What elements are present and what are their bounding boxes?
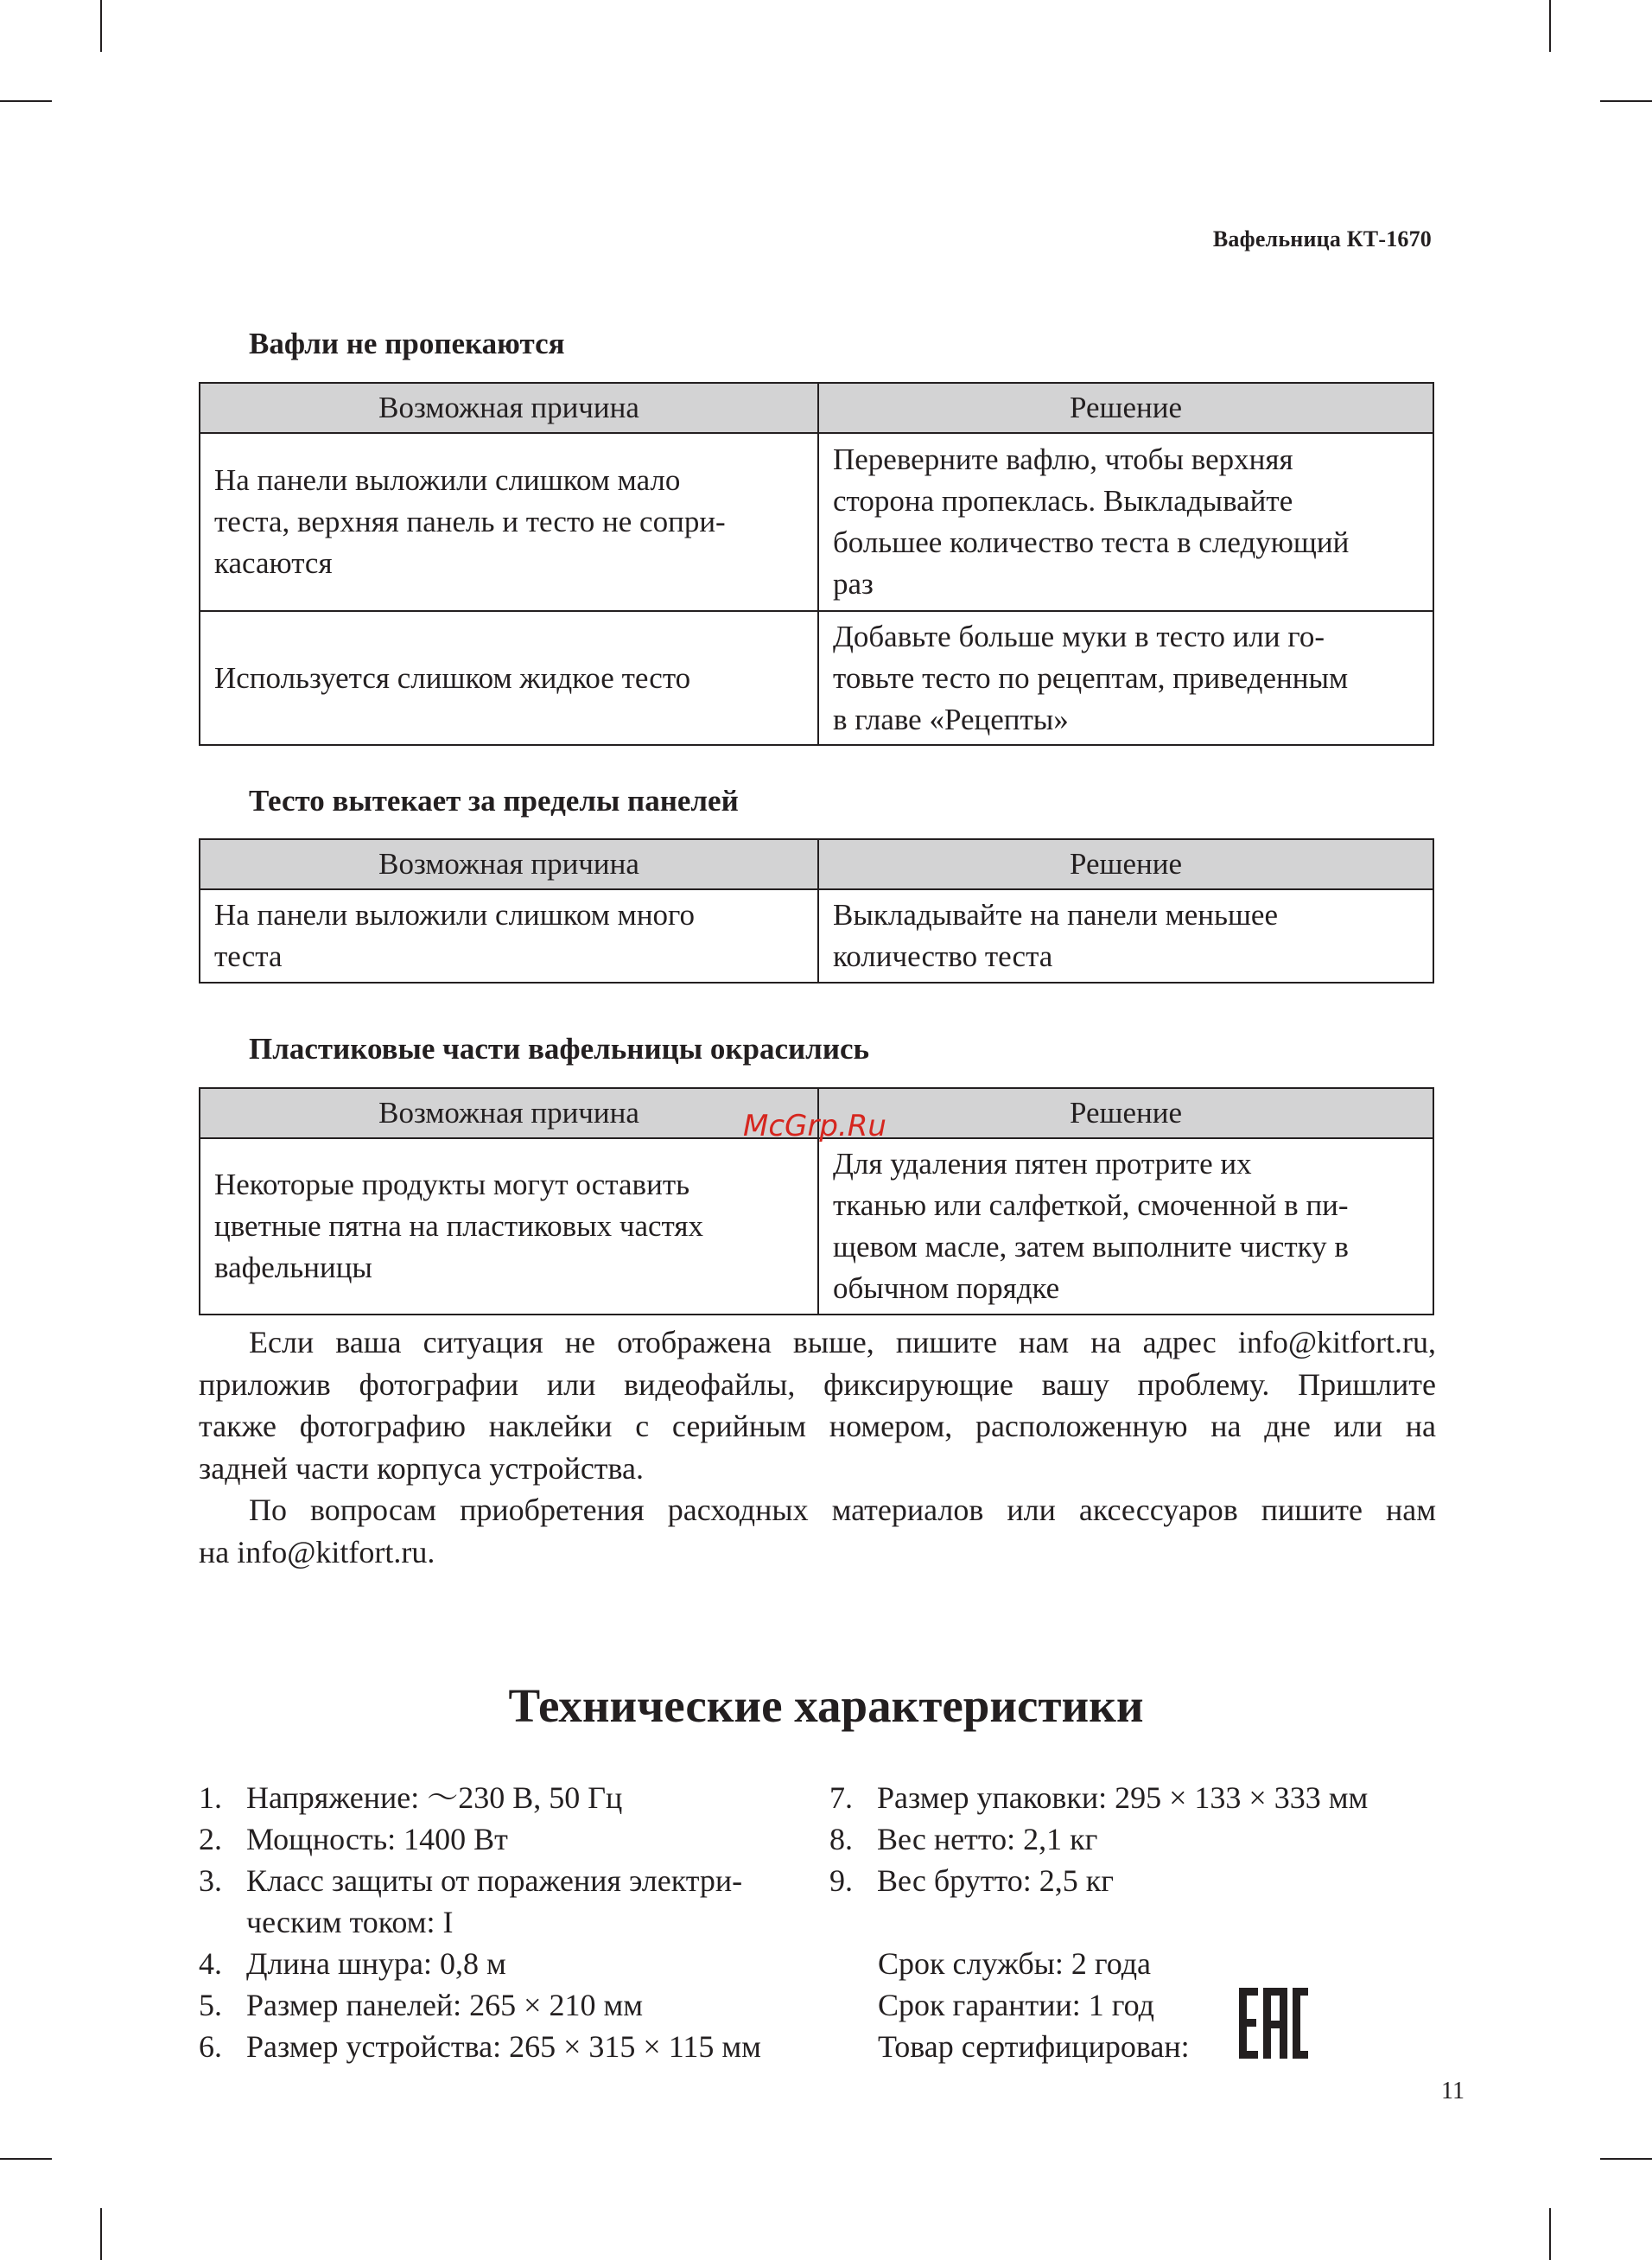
spec-text: Напряжение: ～230 В, 50 Гц [246,1780,623,1815]
cause-cell [200,433,818,611]
cell-line: Некоторые продукты могут оставить [214,1168,690,1201]
service-life: Срок службы: 2 года [878,1946,1152,1981]
eac-certification-icon [1237,1986,1310,2060]
cell-line: сторона пропеклась. Выкладывайте [833,484,1293,518]
cell-line: раз [833,567,874,601]
cell-line: Используется слишком жидкое тесто [214,660,691,695]
paragraph-line: задней части корпуса устройства. [199,1450,645,1486]
cell-line: количество теста [833,939,1053,973]
cell-line: щевом масле, затем выполните чистку в [833,1230,1349,1264]
specs-list-right [829,1777,1452,1901]
cell-line: касаются [214,546,333,580]
warranty-period: Срок гарантии: 1 год [878,1988,1154,2022]
cell-line: товьте тесто по рецептам, приведенным [833,660,1349,695]
spec-item [199,1984,821,2026]
accessories-paragraph [199,1489,1436,1573]
cell-line: в главе «Рецепты» [833,702,1069,736]
spec-text: Класс защиты от поражения электри- [246,1863,743,1898]
column-header-solution: Решение [818,383,1433,433]
crop-mark [1600,2158,1652,2160]
spec-number: 5. [199,1988,222,2022]
section-title: Тесто вытекает за пределы панелей [249,784,739,818]
certification-label: Товар сертифицирован: [878,2029,1190,2064]
table-row [200,433,1433,611]
spec-number: 3. [199,1863,222,1898]
column-header-cause: Возможная причина [200,1088,818,1138]
spec-number: 6. [199,2029,222,2064]
spec-text: Размер устройства: 265 × 315 × 115 мм [246,2029,761,2064]
spec-number: 8. [829,1822,853,1856]
spec-text: Вес нетто: 2,1 кг [877,1822,1098,1856]
troubleshooting-table [199,838,1434,984]
cell-line: тканью или салфеткой, смоченной в пи- [833,1188,1349,1222]
paragraph-line: По вопросам приобретения расходных материалов или аксессуаров пишите нам [249,1493,1436,1527]
crop-mark [1600,100,1652,102]
cell-line: теста, верхняя панель и тесто не сопри- [214,505,726,538]
column-header-solution: Решение [818,839,1433,889]
specs-list-left [199,1777,821,2067]
cell-line: Добавьте больше муки в тесто или го- [833,619,1325,653]
column-header-cause: Возможная причина [200,839,818,889]
column-header-solution: Решение [818,1088,1433,1138]
spec-text: Размер упаковки: 295 × 133 × 333 мм [877,1780,1369,1815]
cell-line: Для удаления пятен протрите их [833,1147,1252,1181]
crop-mark [0,2158,52,2160]
table-row [200,1138,1433,1315]
contact-paragraph [199,1321,1436,1489]
spec-number: 4. [199,1946,222,1981]
paragraph-line: также фотографию наклейки с серийным номером, расположенную на дне или на [199,1409,1436,1443]
crop-mark [1549,2208,1551,2260]
spec-item [829,1860,1452,1901]
cell-line: обычном порядке [833,1271,1060,1305]
crop-mark [1549,0,1551,52]
section-title: Пластиковые части вафельницы окрасились [249,1032,870,1066]
troubleshooting-table [199,382,1434,746]
crop-mark [0,100,52,102]
cell-line: вафельницы [214,1251,372,1284]
spec-item [199,1943,821,1984]
solution-cell [818,889,1433,983]
cell-line: большее количество теста в следующий [833,525,1350,559]
table-row [200,889,1433,983]
spec-number: 2. [199,1822,222,1856]
spec-item [199,1818,821,1860]
solution-cell [818,611,1433,745]
spec-number: 9. [829,1863,853,1898]
cell-line: На панели выложили слишком мало [214,463,681,497]
crop-mark [100,0,102,52]
cause-cell [200,611,818,745]
page-number: 11 [1441,2078,1465,2104]
solution-cell [818,433,1433,611]
cause-cell [200,889,818,983]
spec-item [829,1818,1452,1860]
solution-cell [818,1138,1433,1315]
spec-item [829,1777,1452,1818]
cause-cell [200,1138,818,1315]
cell-line: Переверните вафлю, чтобы верхняя [833,442,1293,476]
table-header-row [200,383,1433,433]
spec-text: Мощность: 1400 Вт [246,1822,508,1856]
cell-line: Выкладывайте на панели меньшее [833,898,1278,932]
cell-line: цветные пятна на пластиковых частях [214,1209,703,1243]
crop-mark [100,2208,102,2260]
cell-line: теста [214,939,283,973]
paragraph-line: на info@kitfort.ru. [199,1534,435,1569]
spec-item [199,1777,821,1818]
table-header-row [200,839,1433,889]
paragraph-line: Если ваша ситуация не отображена выше, пишите нам на адрес info@kitfort.ru, [249,1325,1436,1359]
paragraph-line: приложив фотографии или видеофайлы, фиксирующие вашу проблему. Пришлите [199,1366,1436,1402]
spec-text: Размер панелей: 265 × 210 мм [246,1988,644,2022]
cell-line: На панели выложили слишком много [214,898,696,932]
watermark: McGrp.Ru [743,1109,886,1143]
spec-text: Вес брутто: 2,5 кг [877,1863,1114,1898]
section-title: Вафли не пропекаются [249,327,565,360]
column-header-cause: Возможная причина [200,383,818,433]
spec-item [199,1860,821,1943]
spec-text: Длина шнура: 0,8 м [246,1946,506,1981]
running-head: Вафельница КТ-1670 [1212,226,1432,251]
table-row [200,611,1433,745]
spec-item [199,2026,821,2067]
specs-heading: Технические характеристики [508,1679,1144,1732]
spec-text: ческим током: I [246,1905,454,1939]
spec-number: 1. [199,1780,222,1815]
spec-number: 7. [829,1780,853,1815]
